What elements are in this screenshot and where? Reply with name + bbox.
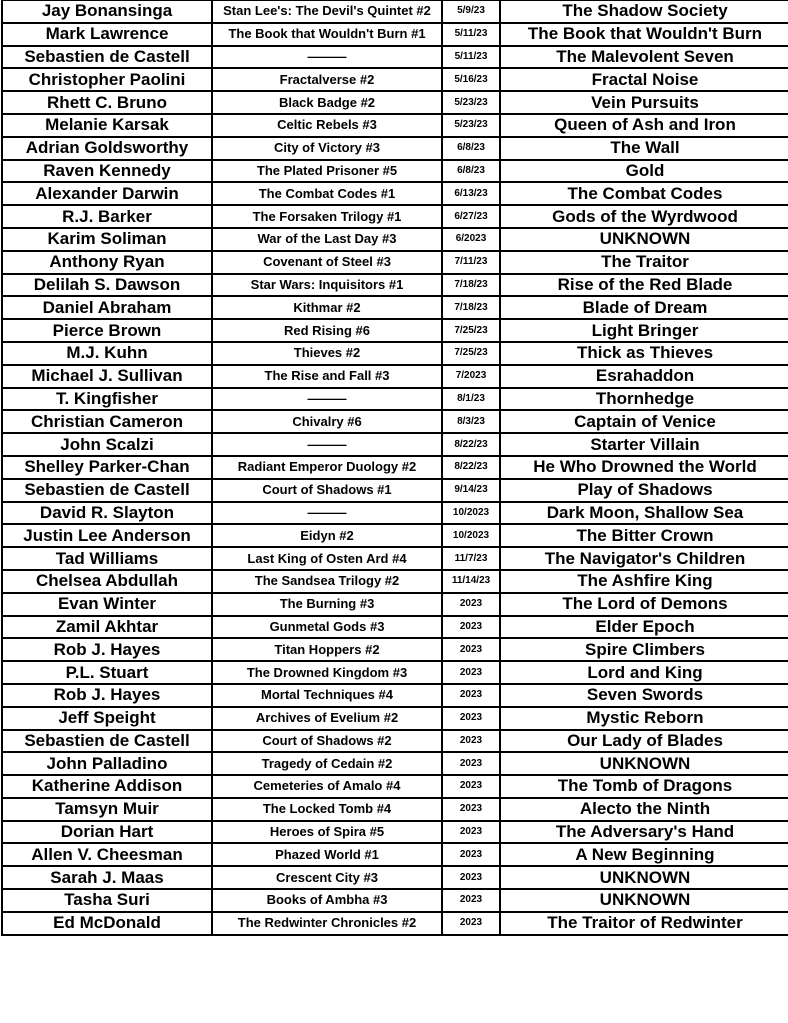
book-title-cell: Gold xyxy=(500,160,788,183)
release-date-cell: 2023 xyxy=(442,661,500,684)
author-cell: Shelley Parker-Chan xyxy=(2,456,212,479)
release-date-cell: 11/14/23 xyxy=(442,570,500,593)
author-cell: Jay Bonansinga xyxy=(2,1,212,23)
series-cell: Radiant Emperor Duology #2 xyxy=(212,456,442,479)
author-cell: Anthony Ryan xyxy=(2,251,212,274)
book-title-cell: The Shadow Society xyxy=(500,1,788,23)
series-cell: Court of Shadows #2 xyxy=(212,730,442,753)
series-cell: Thieves #2 xyxy=(212,342,442,365)
book-title-cell: The Ashfire King xyxy=(500,570,788,593)
table-row xyxy=(2,889,788,912)
series-cell: Red Rising #6 xyxy=(212,319,442,342)
series-cell: The Sandsea Trilogy #2 xyxy=(212,570,442,593)
series-cell: Covenant of Steel #3 xyxy=(212,251,442,274)
release-date-cell: 8/22/23 xyxy=(442,433,500,456)
author-cell: Karim Soliman xyxy=(2,228,212,251)
book-title-cell: The Adversary's Hand xyxy=(500,821,788,844)
book-title-cell: Gods of the Wyrdwood xyxy=(500,205,788,228)
author-cell: Tasha Suri xyxy=(2,889,212,912)
release-date-cell: 5/23/23 xyxy=(442,114,500,137)
author-cell: Tamsyn Muir xyxy=(2,798,212,821)
table-row xyxy=(2,752,788,775)
release-date-cell: 2023 xyxy=(442,798,500,821)
book-title-cell: The Traitor xyxy=(500,251,788,274)
book-title-cell: Thornhedge xyxy=(500,388,788,411)
author-cell: Rob J. Hayes xyxy=(2,684,212,707)
release-date-cell: 6/8/23 xyxy=(442,137,500,160)
series-cell: The Book that Wouldn't Burn #1 xyxy=(212,23,442,46)
author-cell: T. Kingfisher xyxy=(2,388,212,411)
author-cell: Katherine Addison xyxy=(2,775,212,798)
series-cell: Phazed World #1 xyxy=(212,843,442,866)
author-cell: Sarah J. Maas xyxy=(2,866,212,889)
author-cell: Rob J. Hayes xyxy=(2,638,212,661)
author-cell: Michael J. Sullivan xyxy=(2,365,212,388)
book-title-cell: Our Lady of Blades xyxy=(500,730,788,753)
series-cell: Tragedy of Cedain #2 xyxy=(212,752,442,775)
book-title-cell: The Book that Wouldn't Burn xyxy=(500,23,788,46)
author-cell: David R. Slayton xyxy=(2,502,212,525)
author-cell: Daniel Abraham xyxy=(2,296,212,319)
release-date-cell: 2023 xyxy=(442,638,500,661)
author-cell: Mark Lawrence xyxy=(2,23,212,46)
author-cell: Sebastien de Castell xyxy=(2,730,212,753)
series-cell: Titan Hoppers #2 xyxy=(212,638,442,661)
author-cell: John Scalzi xyxy=(2,433,212,456)
table-row xyxy=(2,251,788,274)
author-cell: Pierce Brown xyxy=(2,319,212,342)
release-table-body xyxy=(2,1,788,935)
series-cell: Celtic Rebels #3 xyxy=(212,114,442,137)
series-cell: Cemeteries of Amalo #4 xyxy=(212,775,442,798)
series-cell: Fractalverse #2 xyxy=(212,68,442,91)
series-cell: Kithmar #2 xyxy=(212,296,442,319)
series-cell: The Forsaken Trilogy #1 xyxy=(212,205,442,228)
book-title-cell: The Bitter Crown xyxy=(500,524,788,547)
table-row xyxy=(2,821,788,844)
release-date-cell: 2023 xyxy=(442,593,500,616)
table-row xyxy=(2,228,788,251)
series-cell: Star Wars: Inquisitors #1 xyxy=(212,274,442,297)
release-date-cell: 2023 xyxy=(442,912,500,935)
author-cell: Ed McDonald xyxy=(2,912,212,935)
table-row xyxy=(2,616,788,639)
release-date-cell: 5/16/23 xyxy=(442,68,500,91)
series-cell: Books of Ambha #3 xyxy=(212,889,442,912)
table-row xyxy=(2,638,788,661)
table-row xyxy=(2,114,788,137)
table-row xyxy=(2,775,788,798)
book-title-cell: Light Bringer xyxy=(500,319,788,342)
series-cell: Gunmetal Gods #3 xyxy=(212,616,442,639)
book-title-cell: Elder Epoch xyxy=(500,616,788,639)
book-title-cell: Queen of Ash and Iron xyxy=(500,114,788,137)
release-date-cell: 8/3/23 xyxy=(442,410,500,433)
author-cell: Raven Kennedy xyxy=(2,160,212,183)
author-cell: Dorian Hart xyxy=(2,821,212,844)
release-date-cell: 6/13/23 xyxy=(442,182,500,205)
release-date-cell: 2023 xyxy=(442,821,500,844)
book-title-cell: A New Beginning xyxy=(500,843,788,866)
author-cell: M.J. Kuhn xyxy=(2,342,212,365)
release-date-cell: 11/7/23 xyxy=(442,547,500,570)
series-cell: Black Badge #2 xyxy=(212,91,442,114)
table-row xyxy=(2,912,788,935)
author-cell: Jeff Speight xyxy=(2,707,212,730)
book-title-cell: Fractal Noise xyxy=(500,68,788,91)
release-date-cell: 6/2023 xyxy=(442,228,500,251)
book-title-cell: UNKNOWN xyxy=(500,866,788,889)
author-cell: Evan Winter xyxy=(2,593,212,616)
series-cell: Court of Shadows #1 xyxy=(212,479,442,502)
table-row xyxy=(2,137,788,160)
series-cell: ——— xyxy=(212,388,442,411)
author-cell: Alexander Darwin xyxy=(2,182,212,205)
book-title-cell: The Wall xyxy=(500,137,788,160)
author-cell: Zamil Akhtar xyxy=(2,616,212,639)
series-cell: ——— xyxy=(212,502,442,525)
series-cell: The Locked Tomb #4 xyxy=(212,798,442,821)
release-date-cell: 6/27/23 xyxy=(442,205,500,228)
series-cell: The Rise and Fall #3 xyxy=(212,365,442,388)
table-row xyxy=(2,388,788,411)
author-cell: Christopher Paolini xyxy=(2,68,212,91)
author-cell: Adrian Goldsworthy xyxy=(2,137,212,160)
book-title-cell: The Navigator's Children xyxy=(500,547,788,570)
release-date-cell: 2023 xyxy=(442,752,500,775)
release-date-cell: 2023 xyxy=(442,684,500,707)
table-row xyxy=(2,866,788,889)
table-row xyxy=(2,205,788,228)
release-date-cell: 9/14/23 xyxy=(442,479,500,502)
table-row xyxy=(2,410,788,433)
table-row xyxy=(2,342,788,365)
book-title-cell: Mystic Reborn xyxy=(500,707,788,730)
book-title-cell: Captain of Venice xyxy=(500,410,788,433)
series-cell: Eidyn #2 xyxy=(212,524,442,547)
series-cell: War of the Last Day #3 xyxy=(212,228,442,251)
book-title-cell: The Traitor of Redwinter xyxy=(500,912,788,935)
table-row xyxy=(2,547,788,570)
release-date-cell: 7/2023 xyxy=(442,365,500,388)
book-title-cell: Alecto the Ninth xyxy=(500,798,788,821)
series-cell: ——— xyxy=(212,433,442,456)
series-cell: The Plated Prisoner #5 xyxy=(212,160,442,183)
author-cell: Sebastien de Castell xyxy=(2,479,212,502)
series-cell: The Drowned Kingdom #3 xyxy=(212,661,442,684)
table-row xyxy=(2,502,788,525)
table-row xyxy=(2,46,788,69)
table-row xyxy=(2,182,788,205)
release-date-cell: 8/1/23 xyxy=(442,388,500,411)
author-cell: Allen V. Cheesman xyxy=(2,843,212,866)
release-date-cell: 2023 xyxy=(442,889,500,912)
author-cell: Chelsea Abdullah xyxy=(2,570,212,593)
table-row xyxy=(2,68,788,91)
book-title-cell: Blade of Dream xyxy=(500,296,788,319)
table-row xyxy=(2,479,788,502)
series-cell: Mortal Techniques #4 xyxy=(212,684,442,707)
author-cell: P.L. Stuart xyxy=(2,661,212,684)
series-cell: Last King of Osten Ard #4 xyxy=(212,547,442,570)
book-title-cell: The Lord of Demons xyxy=(500,593,788,616)
book-title-cell: Vein Pursuits xyxy=(500,91,788,114)
table-row xyxy=(2,91,788,114)
book-title-cell: UNKNOWN xyxy=(500,228,788,251)
table-row xyxy=(2,274,788,297)
table-row xyxy=(2,684,788,707)
release-date-cell: 10/2023 xyxy=(442,524,500,547)
series-cell: Chivalry #6 xyxy=(212,410,442,433)
series-cell: The Combat Codes #1 xyxy=(212,182,442,205)
book-title-cell: He Who Drowned the World xyxy=(500,456,788,479)
table-row xyxy=(2,843,788,866)
author-cell: Christian Cameron xyxy=(2,410,212,433)
release-date-cell: 7/18/23 xyxy=(442,274,500,297)
release-date-cell: 5/11/23 xyxy=(442,46,500,69)
book-title-cell: Dark Moon, Shallow Sea xyxy=(500,502,788,525)
book-title-cell: Esrahaddon xyxy=(500,365,788,388)
table-row xyxy=(2,593,788,616)
release-date-cell: 7/25/23 xyxy=(442,342,500,365)
release-date-cell: 2023 xyxy=(442,616,500,639)
author-cell: Sebastien de Castell xyxy=(2,46,212,69)
table-row xyxy=(2,570,788,593)
author-cell: John Palladino xyxy=(2,752,212,775)
table-row xyxy=(2,730,788,753)
series-cell: Stan Lee's: The Devil's Quintet #2 xyxy=(212,1,442,23)
book-title-cell: The Malevolent Seven xyxy=(500,46,788,69)
table-row xyxy=(2,296,788,319)
author-cell: R.J. Barker xyxy=(2,205,212,228)
series-cell: ——— xyxy=(212,46,442,69)
release-date-cell: 7/18/23 xyxy=(442,296,500,319)
series-cell: Archives of Evelium #2 xyxy=(212,707,442,730)
table-row xyxy=(2,319,788,342)
table-row xyxy=(2,433,788,456)
release-date-cell: 2023 xyxy=(442,866,500,889)
release-date-cell: 2023 xyxy=(442,707,500,730)
release-date-cell: 8/22/23 xyxy=(442,456,500,479)
book-title-cell: UNKNOWN xyxy=(500,752,788,775)
release-date-cell: 7/25/23 xyxy=(442,319,500,342)
author-cell: Justin Lee Anderson xyxy=(2,524,212,547)
book-title-cell: Rise of the Red Blade xyxy=(500,274,788,297)
book-title-cell: Spire Climbers xyxy=(500,638,788,661)
release-date-cell: 7/11/23 xyxy=(442,251,500,274)
series-cell: The Redwinter Chronicles #2 xyxy=(212,912,442,935)
table-row xyxy=(2,1,788,23)
table-row xyxy=(2,365,788,388)
series-cell: The Burning #3 xyxy=(212,593,442,616)
book-title-cell: Starter Villain xyxy=(500,433,788,456)
book-title-cell: Play of Shadows xyxy=(500,479,788,502)
release-table xyxy=(1,0,788,936)
release-date-cell: 5/23/23 xyxy=(442,91,500,114)
series-cell: Crescent City #3 xyxy=(212,866,442,889)
series-cell: City of Victory #3 xyxy=(212,137,442,160)
release-date-cell: 5/9/23 xyxy=(442,1,500,23)
release-date-cell: 2023 xyxy=(442,775,500,798)
table-row xyxy=(2,456,788,479)
table-row xyxy=(2,661,788,684)
book-title-cell: Seven Swords xyxy=(500,684,788,707)
book-title-cell: UNKNOWN xyxy=(500,889,788,912)
table-row xyxy=(2,524,788,547)
series-cell: Heroes of Spira #5 xyxy=(212,821,442,844)
author-cell: Tad Williams xyxy=(2,547,212,570)
book-title-cell: The Tomb of Dragons xyxy=(500,775,788,798)
release-date-cell: 10/2023 xyxy=(442,502,500,525)
table-row xyxy=(2,23,788,46)
author-cell: Melanie Karsak xyxy=(2,114,212,137)
release-date-cell: 6/8/23 xyxy=(442,160,500,183)
table-row xyxy=(2,798,788,821)
release-date-cell: 2023 xyxy=(442,730,500,753)
book-title-cell: Thick as Thieves xyxy=(500,342,788,365)
book-title-cell: Lord and King xyxy=(500,661,788,684)
release-date-cell: 5/11/23 xyxy=(442,23,500,46)
author-cell: Rhett C. Bruno xyxy=(2,91,212,114)
table-row xyxy=(2,707,788,730)
release-date-cell: 2023 xyxy=(442,843,500,866)
author-cell: Delilah S. Dawson xyxy=(2,274,212,297)
table-row xyxy=(2,160,788,183)
book-title-cell: The Combat Codes xyxy=(500,182,788,205)
